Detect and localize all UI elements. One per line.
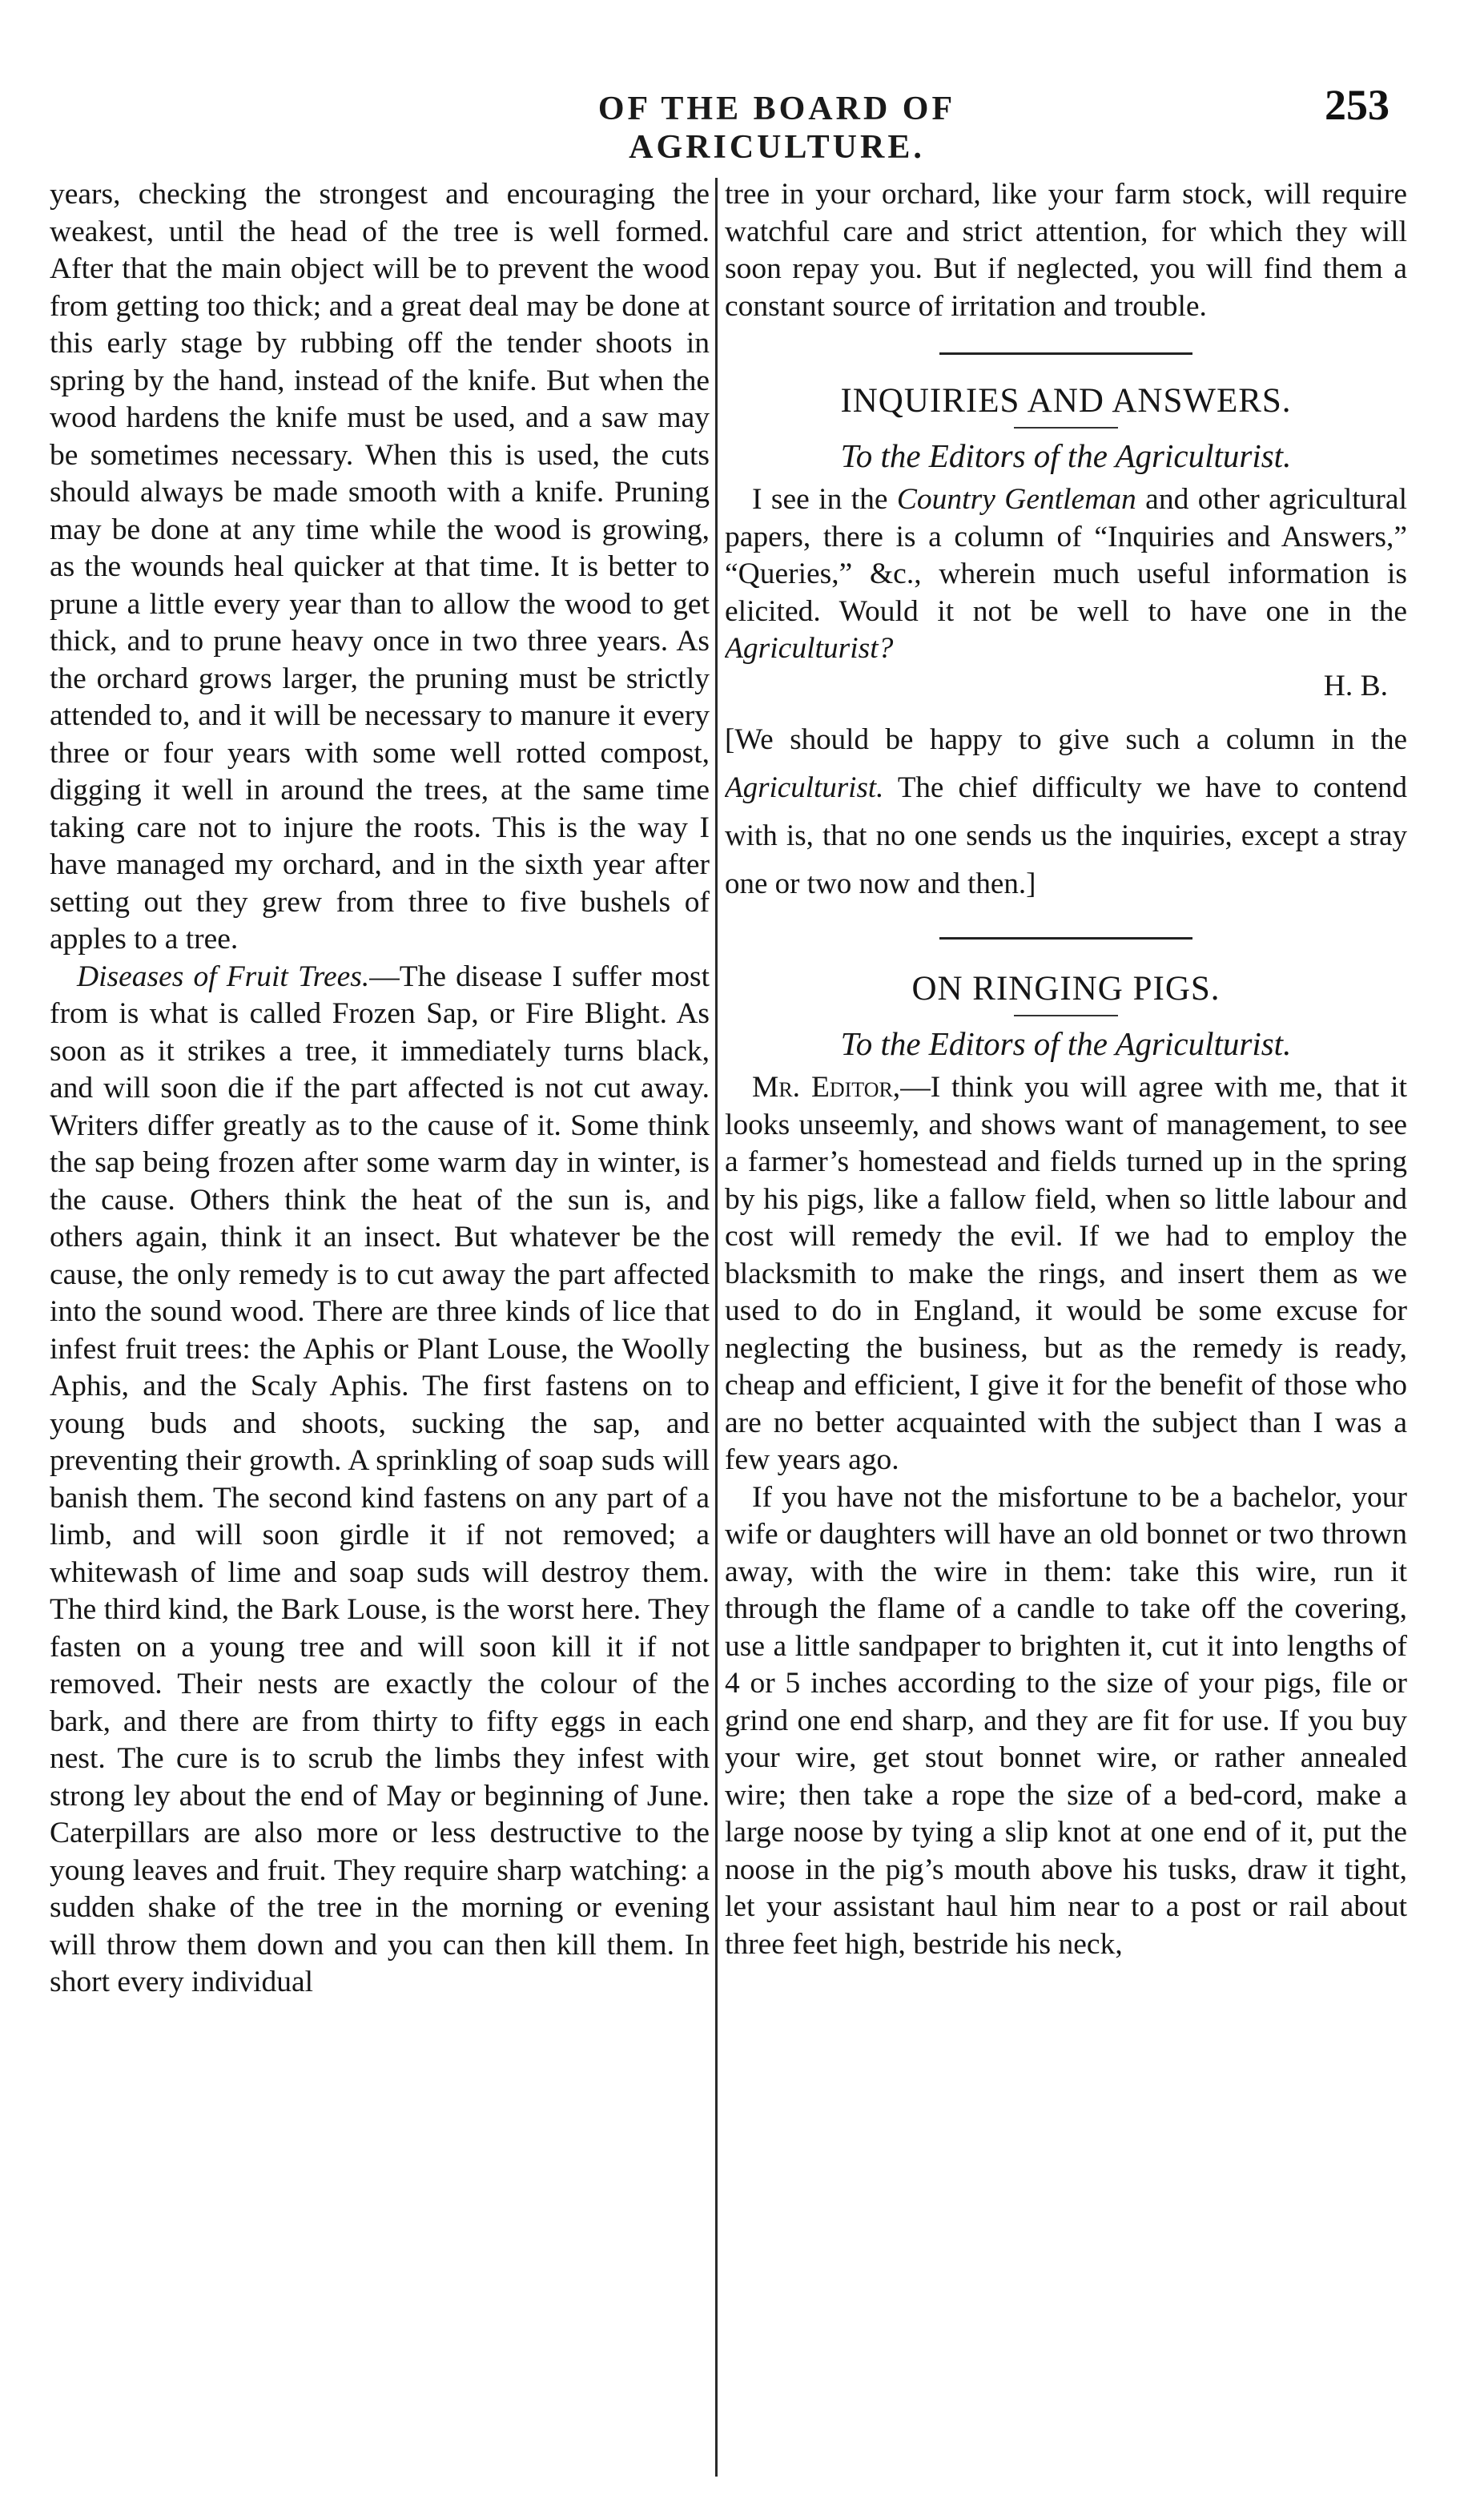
ringing-pigs-salutation: To the Editors of the Agriculturist. bbox=[840, 1025, 1292, 1062]
running-title: OF THE BOARD OF AGRICULTURE. bbox=[597, 91, 956, 166]
letter-signature: H. B. bbox=[1323, 669, 1388, 702]
letter-opening: Mr. Editor, bbox=[752, 1071, 901, 1104]
ringing-pigs-paragraph-1: Mr. Editor,—I think you will agree with me, that it looks unseemly, and shows want of management, to see a farmer’s homestead and fields turned up in the spring by his pigs, like a fallow field, when so little labour and cost will remedy the evil. If we had to employ the blacksmith to make the rings, and insert them as we used to do in England, it would be some excuse for neglecting the business, but as the remedy is ready, cheap and efficient, I give it for the benefit of those who are no better acquainted with the subject than I was a few years ago. bbox=[725, 1071, 1407, 1476]
ringing-pigs-paragraph-2: If you have not the misfortune to be a bachelor, your wife or daughters will have an old bonnet or two thrown away, with the wire in them: take this wire, run it through the flame of a candle to take off the covering, use a little sandpaper to brighten it, cut it into lengths of 4 or 5 inches according to the size of your pigs, file or grind one end sharp, and they are fit for use. If you buy your wire, get stout bonnet wire, or rather annealed wire; then take a rope the size of a bed-cord, make a large noose by tying a slip knot at one end of it, put the noose in the pig’s mouth above his tusks, draw it tight, let your assistant haul him near to a post or rail about three feet high, bestride his neck, bbox=[725, 1480, 1407, 1961]
inquiries-salutation: To the Editors of the Agriculturist. bbox=[840, 437, 1292, 474]
inquiries-title: INQUIRIES AND ANSWERS. bbox=[840, 382, 1292, 420]
agriculturist-title: Agriculturist? bbox=[725, 632, 894, 665]
diseases-paragraph bbox=[50, 959, 710, 2002]
right-column bbox=[725, 176, 1407, 2495]
left-column bbox=[50, 176, 710, 2495]
inquiries-letter: I see in the Country Gentleman and other agricultural papers, there is a column of “Inquiries and Answers,” “Queries,” &c., wherein much useful information is elicited. Would it not be well to have one in the Agriculturist? bbox=[725, 483, 1407, 665]
diseases-body: —The disease I suffer most from is what is called Frozen Sap, or Fire Blight. As soon as it strikes a tree, it immediately turns black, and will soon die if the part affected is not cut away. Writers differ greatly as to the cause of it. Some think the sap being frozen after some warm day in winter, is the cause. Others think the heat of the sun is, and others again, think it an insect. But whatever be the cause, the only remedy is to cut away the part affected into the sound wood. There are three kinds of lice that infest fruit trees: the Aphis or Plant Louse, the Woolly Aphis, and the Scaly Aphis. The first fastens on to young buds and shoots, sucking the sap, and preventing their growth. A sprinkling of soap suds will banish them. The second kind fastens on any part of a limb, and will soon girdle it if not removed; a whitewash of lime and soap suds will destroy them. The third kind, the Bark Louse, is the worst here. They fasten on a young tree and will soon kill it if not removed. Their nests are exactly the colour of the bark, and there are from thirty to fifty eggs in each nest. The cure is to scrub the limbs they infest with strong ley about the end of May or beginning of June. Caterpillars are also more or less destructive to the young leaves and fruit. They require sharp watching: a sudden shake of the tree in the morning or evening will throw them down and you can then kill them. In short every individual bbox=[50, 960, 710, 1998]
ringing-pigs-title: ON RINGING PIGS. bbox=[911, 970, 1221, 1008]
page-number: 253 bbox=[1325, 81, 1389, 129]
column-divider bbox=[715, 178, 718, 2477]
editor-note: [We should be happy to give such a column in the Agriculturist. The chief difficulty we have to contend with is, that no one sends us the inquiries, except a stray one or two now and then.] bbox=[725, 723, 1407, 900]
diseases-heading: Diseases of Fruit Trees. bbox=[77, 960, 370, 993]
country-gentleman-title: Country Gentleman bbox=[896, 483, 1136, 516]
orchard-continuation: tree in your orchard, like your farm stock, will require watchful care and strict attention, for which they will soon repay you. But if neglected, you will find them a constant source of irritation and trouble. bbox=[725, 178, 1407, 323]
pruning-paragraph: years, checking the strongest and encouraging the weakest, until the head of the tree is well formed. After that the main object will be to prevent the wood from getting too thick; and a great deal may be done at this early stage by rubbing off the tender shoots in spring by the hand, instead of the knife. But when the wood hardens the knife must be used, and a saw may be sometimes necessary. When this is used, the cuts should always be made smooth with a knife. Pruning may be done at any time while the wood is growing, as the wounds heal quicker at that time. It is better to prune a little every year than to allow the wood to get thick, and to prune heavy once in two three years. As the orchard grows larger, the pruning must be strictly attended to, and it will be necessary to manure it every three or four years with some well rotted compost, digging it well in around the trees, at the same time taking care not to injure the roots. This is the way I have managed my orchard, and in the sixth year after setting out they grew from three to five bushels of apples to a tree. bbox=[50, 178, 710, 956]
